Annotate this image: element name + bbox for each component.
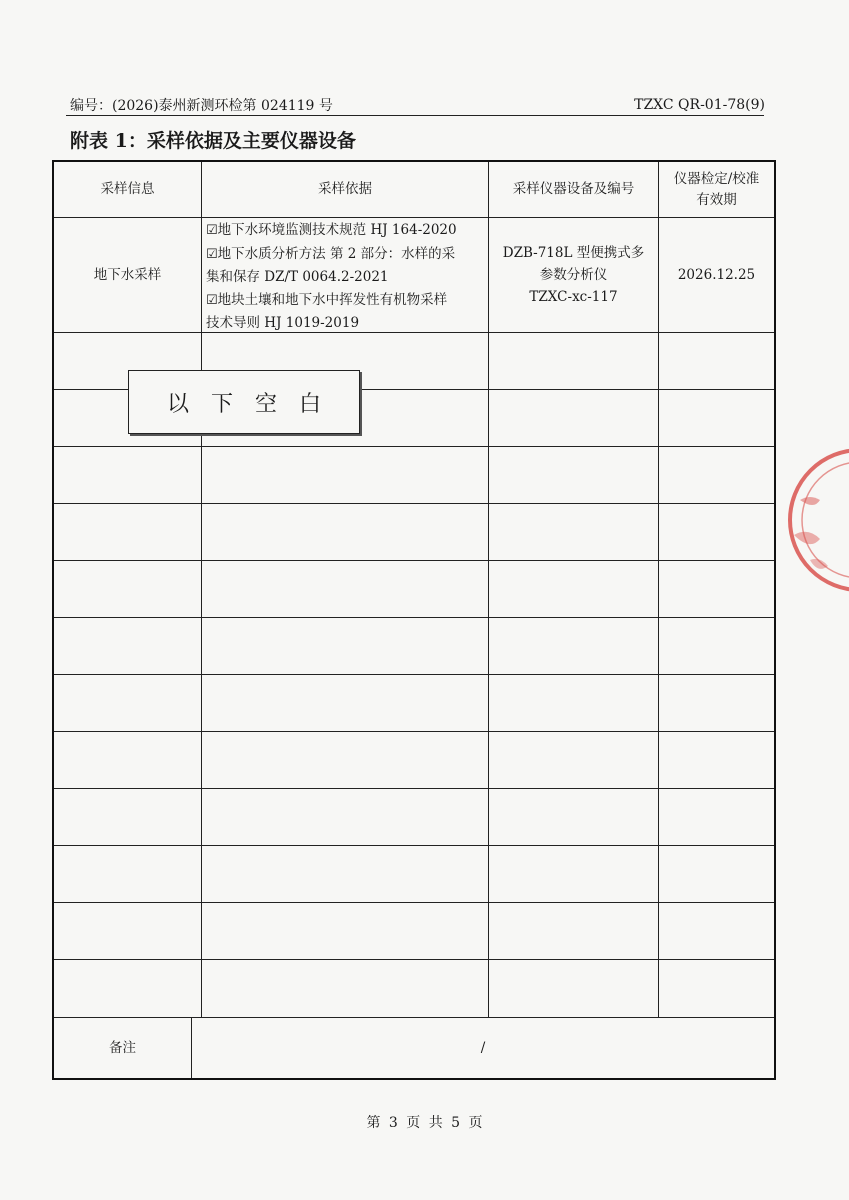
header-validity-line1: 仪器检定/校准: [673, 170, 760, 187]
form-code: TZXC QR-01-78(9): [634, 97, 765, 113]
remarks-label: 备注: [109, 1039, 136, 1056]
basis-item: ☑地下水质分析方法 第 2 部分：水样的采: [206, 245, 456, 262]
checked-box-icon: ☑: [206, 292, 218, 308]
row-divider: [54, 446, 774, 447]
document-number: 编号：(2026)泰州新测环检第 024119 号: [70, 98, 333, 114]
company-seal-icon: [780, 440, 849, 600]
row-divider: [54, 503, 774, 504]
row-divider: [54, 788, 774, 789]
basis-item-continued: 集和保存 DZ/T 0064.2-2021: [206, 269, 389, 285]
row1-equipment: DZB-718L 型便携式多 参数分析仪 TZXC-xc-117: [502, 245, 645, 305]
remarks-value: /: [480, 1039, 486, 1056]
row1-basis-list: [206, 219, 490, 335]
header-rule: [66, 115, 764, 116]
header-sampling-basis: 采样依据: [318, 181, 372, 197]
row-divider: [54, 617, 774, 618]
checked-box-icon: ☑: [206, 246, 218, 262]
sampling-table: [52, 160, 776, 1080]
basis-item-continued: 技术导则 HJ 1019-2019: [206, 315, 360, 331]
header-validity-line2: 有效期: [696, 191, 737, 208]
row-divider: [54, 731, 774, 732]
page-title: 附表 1：采样依据及主要仪器设备: [70, 130, 356, 152]
row-divider: [54, 959, 774, 960]
row-divider: [54, 674, 774, 675]
row-divider: [54, 845, 774, 846]
row-divider: [54, 560, 774, 561]
row-divider: [54, 902, 774, 903]
header-validity: [659, 162, 774, 217]
page-footer: 第 3 页 共 5 页: [366, 1115, 483, 1131]
header-sampling-info: 采样信息: [100, 181, 155, 197]
checked-box-icon: ☑: [206, 223, 218, 238]
header-equipment: 采样仪器设备及编号: [512, 181, 635, 197]
row1-validity: 2026.12.25: [677, 266, 756, 283]
blank-below-stamp: 以下空白: [128, 370, 360, 434]
row1-sampling-info: 地下水采样: [93, 266, 162, 283]
basis-item: ☑地下水环境监测技术规范 HJ 164-2020: [206, 222, 457, 238]
basis-item: ☑地块土壤和地下水中挥发性有机物采样: [206, 291, 448, 308]
column-divider: [201, 162, 202, 1017]
